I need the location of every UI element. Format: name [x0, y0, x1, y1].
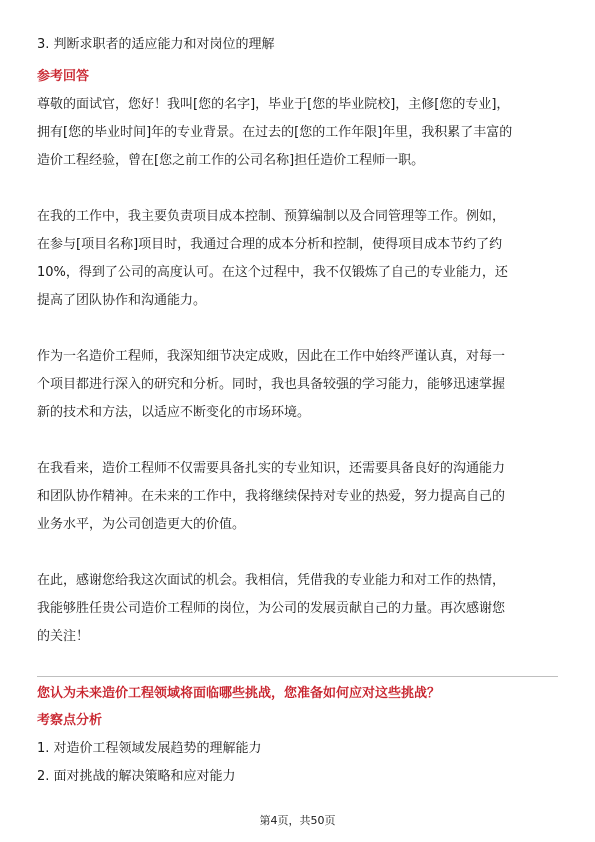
paragraph-line: 拥有[您的毕业时间]年的专业背景。在过去的[您的工作年限]年里，我积累了丰富的 [37, 125, 513, 140]
paragraph-line: 在我看来，造价工程师不仅需要具备扎实的专业知识，还需要具备良好的沟通能力 [37, 461, 506, 476]
paragraph-line: 在我的工作中，我主要负责项目成本控制、预算编制以及合同管理等工作。例如， [37, 209, 506, 224]
paragraph-line: 和团队协作精神。在未来的工作中，我将继续保持对专业的热爱，努力提高自己的 [37, 489, 506, 504]
paragraph-line: 提高了团队协作和沟通能力。 [37, 293, 207, 308]
question-heading: 您认为未来造价工程领域将面临哪些挑战，您准备如何应对这些挑战？ [37, 686, 441, 701]
paragraph-line: 新的技术和方法，以适应不断变化的市场环境。 [37, 405, 311, 420]
intro-list-item: 3. 判断求职者的适应能力和对岗位的理解 [37, 37, 275, 52]
paragraph-line: 的关注！ [37, 629, 90, 644]
analysis-list-item: 1. 对造价工程领域发展趋势的理解能力 [37, 741, 262, 756]
paragraph-line: 我能够胜任贵公司造价工程师的岗位，为公司的发展贡献自己的力量。再次感谢您 [37, 601, 506, 616]
paragraph-line: 在参与[项目名称]项目时，我通过合理的成本分析和控制，使得项目成本节约了约 [37, 237, 503, 252]
section-divider [37, 676, 558, 677]
paragraph-line: 在此，感谢您给我这次面试的机会。我相信，凭借我的专业能力和对工作的热情， [37, 573, 506, 588]
paragraph-line: 作为一名造价工程师，我深知细节决定成败，因此在工作中始终严谨认真，对每一 [37, 349, 506, 364]
analysis-list-item: 2. 面对挑战的解决策略和应对能力 [37, 769, 236, 784]
paragraph-line: 个项目都进行深入的研究和分析。同时，我也具备较强的学习能力，能够迅速掌握 [37, 377, 506, 392]
analysis-heading: 考察点分析 [37, 713, 103, 728]
paragraph-line: 10%，得到了公司的高度认可。在这个过程中，我不仅锻炼了自己的专业能力，还 [37, 265, 508, 280]
paragraph-line: 业务水平，为公司创造更大的价值。 [37, 517, 246, 532]
paragraph-line: 造价工程经验，曾在[您之前工作的公司名称]担任造价工程师一职。 [37, 153, 425, 168]
paragraph-line: 尊敬的面试官，您好！我叫[您的名字]，毕业于[您的毕业院校]，主修[您的专业]， [37, 97, 510, 112]
answer-heading: 参考回答 [37, 69, 90, 84]
page-footer: 第4页，共50页 [259, 814, 336, 827]
